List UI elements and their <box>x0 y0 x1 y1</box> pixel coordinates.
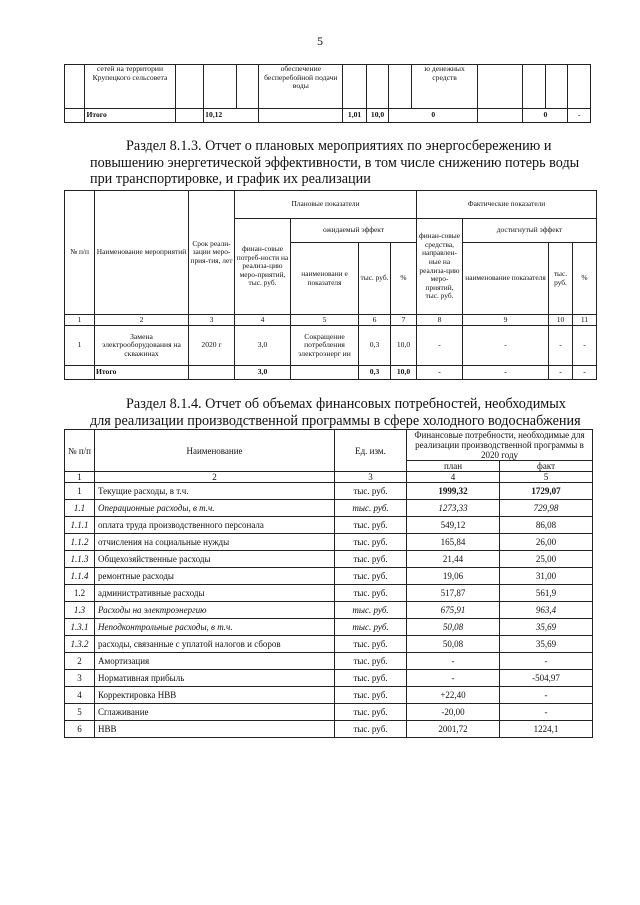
title-line: для реализации производственной программы в сфере холодного водоснабжения <box>90 412 581 429</box>
cell-name: Неподконтрольные расходы, в т.ч. <box>95 619 335 636</box>
cell-plan: 1273,33 <box>407 500 500 517</box>
cell-name: Нормативная прибыль <box>95 670 335 687</box>
cell-plan: -20,00 <box>407 704 500 721</box>
cell-num: 2 <box>65 653 95 670</box>
total-label: Итого <box>95 366 189 380</box>
header-num: № п/п <box>65 191 95 315</box>
cell: ю денежных средств <box>411 65 478 109</box>
cell-name: оплата труда производственного персонала <box>95 517 335 534</box>
cell <box>236 65 259 109</box>
table-row <box>65 721 593 738</box>
table-row <box>65 483 593 500</box>
header-fin-plan: финан-совые потреб-ности на реализа-цию меро-приятий, тыс. руб. <box>235 219 291 315</box>
cell: 10,0 <box>391 366 417 380</box>
col-number: 5 <box>291 315 359 326</box>
title-line: при транспортировке, и график их реализации <box>90 171 371 187</box>
cell-num: 1.1 <box>65 500 95 517</box>
cell <box>366 65 389 109</box>
cell-fact: 25,00 <box>500 551 593 568</box>
table-row <box>65 500 593 517</box>
header-thous-fact: тыс. руб. <box>549 243 573 315</box>
col-number: 4 <box>235 315 291 326</box>
cell-fact: 35,69 <box>500 636 593 653</box>
col-number: 7 <box>391 315 417 326</box>
cell-plan: 19,06 <box>407 568 500 585</box>
table-row <box>65 704 593 721</box>
cell: - <box>573 366 597 380</box>
cell-unit: тыс. руб. <box>335 568 407 585</box>
cell-unit: тыс. руб. <box>335 619 407 636</box>
table-row <box>65 326 597 366</box>
cell: 0,3 <box>359 366 391 380</box>
cell: 1 <box>65 326 95 366</box>
col-number: 6 <box>359 315 391 326</box>
table-row <box>65 551 593 568</box>
cell <box>175 109 204 123</box>
cell-plan: 549,12 <box>407 517 500 534</box>
header-indicator: наименовани е показателя <box>291 243 359 315</box>
cell-unit: тыс. руб. <box>335 653 407 670</box>
top-continuation-table <box>64 64 591 123</box>
cell: 3,0 <box>235 326 291 366</box>
cell-plan: - <box>407 670 500 687</box>
cell <box>568 65 591 109</box>
header-unit: Ед. изм. <box>335 430 407 472</box>
cell: - <box>463 366 549 380</box>
cell-name: Общехозяйственные расходы <box>95 551 335 568</box>
column-number-row <box>65 472 593 483</box>
header-plan: план <box>407 461 500 472</box>
table-row <box>65 568 593 585</box>
cell-unit: тыс. руб. <box>335 704 407 721</box>
header-num: № п/п <box>65 430 95 472</box>
col-number: 8 <box>417 315 463 326</box>
cell-num: 6 <box>65 721 95 738</box>
cell: 0 <box>389 109 478 123</box>
cell-fact: -504,97 <box>500 670 593 687</box>
cell-fact: - <box>500 687 593 704</box>
cell: Сокращение потребления электроэнерг ии <box>291 326 359 366</box>
col-number: 4 <box>407 472 500 483</box>
cell <box>259 109 343 123</box>
cell-num: 3 <box>65 670 95 687</box>
cell-num: 1.3.1 <box>65 619 95 636</box>
cell: - <box>549 326 573 366</box>
cell: - <box>568 109 591 123</box>
cell-name: расходы, связанные с уплатой налогов и сборов <box>95 636 335 653</box>
table-row <box>65 602 593 619</box>
cell-num: 1.3 <box>65 602 95 619</box>
header-fin-fact: финан-совые средства, направлен-ные на реализа-цию меро-приятий, тыс. руб. <box>417 219 463 315</box>
table-row <box>65 619 593 636</box>
cell <box>65 65 85 109</box>
cell: 0 <box>523 109 568 123</box>
cell: обеспечение бесперебойной подачи воды <box>259 65 343 109</box>
cell <box>545 65 568 109</box>
cell-fact: 1224,1 <box>500 721 593 738</box>
cell-num: 1.1.1 <box>65 517 95 534</box>
header-name: Наименование мероприятий <box>95 191 189 315</box>
cell <box>204 65 237 109</box>
header-expected: ожидаемый эффект <box>291 219 417 243</box>
header-term: Срок реали-зации меро-прия-тия, лет <box>189 191 235 315</box>
title-line: повышению энергетической эффективности, в том числе снижению потерь воды <box>90 154 580 171</box>
table-row <box>65 517 593 534</box>
cell-fact: 1729,07 <box>500 483 593 500</box>
cell-unit: тыс. руб. <box>335 687 407 704</box>
col-number: 1 <box>65 315 95 326</box>
cell-plan: 50,08 <box>407 636 500 653</box>
col-number: 10 <box>549 315 573 326</box>
cell-fact: 729,98 <box>500 500 593 517</box>
cell: - <box>549 366 573 380</box>
table-row <box>65 653 593 670</box>
col-number: 2 <box>95 315 189 326</box>
col-number: 5 <box>500 472 593 483</box>
financial-needs-table <box>64 429 593 738</box>
cell: 3,0 <box>235 366 291 380</box>
header-achieved: достигнутый эффект <box>463 219 597 243</box>
cell-fact: 561,9 <box>500 585 593 602</box>
table-row <box>65 670 593 687</box>
cell: 1,01 <box>343 109 367 123</box>
cell-num: 1.1.3 <box>65 551 95 568</box>
cell: Замена электрооборудования на скважинах <box>95 326 189 366</box>
section-814-title <box>90 396 595 429</box>
table-row <box>65 636 593 653</box>
cell-plan: 517,87 <box>407 585 500 602</box>
cell-name: Расходы на электроэнергию <box>95 602 335 619</box>
header-name: Наименование <box>95 430 335 472</box>
cell-unit: тыс. руб. <box>335 636 407 653</box>
cell <box>478 65 523 109</box>
cell-name: Корректировка НВВ <box>95 687 335 704</box>
cell <box>523 65 546 109</box>
cell-num: 5 <box>65 704 95 721</box>
cell: - <box>417 366 463 380</box>
cell: 2020 г <box>189 326 235 366</box>
col-number: 3 <box>189 315 235 326</box>
cell: - <box>417 326 463 366</box>
cell-num: 1.1.4 <box>65 568 95 585</box>
cell-unit: тыс. руб. <box>335 500 407 517</box>
cell-unit: тыс. руб. <box>335 517 407 534</box>
header-fact: факт <box>500 461 593 472</box>
cell: сетей на территории Крупецкого сельсовета <box>85 65 175 109</box>
energy-saving-table <box>64 190 597 380</box>
header-pct: % <box>391 243 417 315</box>
total-row <box>65 366 597 380</box>
cell-plan: 1999,32 <box>407 483 500 500</box>
cell: 10,12 <box>204 109 259 123</box>
cell-name: ремонтные расходы <box>95 568 335 585</box>
cell-plan: 2001,72 <box>407 721 500 738</box>
page-number: 5 <box>317 34 323 48</box>
col-number: 3 <box>335 472 407 483</box>
cell-name: отчисления на социальные нужды <box>95 534 335 551</box>
cell: 0,3 <box>359 326 391 366</box>
cell-fact: - <box>500 704 593 721</box>
cell: - <box>463 326 549 366</box>
cell-plan: 165,84 <box>407 534 500 551</box>
title-line: Раздел 8.1.3. Отчет о плановых мероприятиях по энергосбережению и <box>126 138 552 154</box>
cell <box>478 109 523 123</box>
cell-unit: тыс. руб. <box>335 670 407 687</box>
cell-fact: 86,08 <box>500 517 593 534</box>
column-number-row <box>65 315 597 326</box>
header-fin-needs: Финансовые потребности, необходимые для реализации производственной программы в 2020 году <box>407 430 593 461</box>
cell-plan: 50,08 <box>407 619 500 636</box>
col-number: 9 <box>463 315 549 326</box>
cell-plan: 675,91 <box>407 602 500 619</box>
table-row <box>65 585 593 602</box>
cell-unit: тыс. руб. <box>335 721 407 738</box>
cell-unit: тыс. руб. <box>335 483 407 500</box>
header-indicator-fact: наименование показателя <box>463 243 549 315</box>
cell-num: 1.3.2 <box>65 636 95 653</box>
cell <box>343 65 367 109</box>
cell-name: Сглаживание <box>95 704 335 721</box>
cell-num: 1.1.2 <box>65 534 95 551</box>
cell <box>389 65 412 109</box>
cell-name: НВВ <box>95 721 335 738</box>
cell-plan: +22,40 <box>407 687 500 704</box>
header-planned: Плановые показатели <box>235 191 417 219</box>
table-row <box>65 109 591 123</box>
cell <box>65 366 95 380</box>
col-number: 2 <box>95 472 335 483</box>
header-thous: тыс. руб. <box>359 243 391 315</box>
cell-fact: 31,00 <box>500 568 593 585</box>
table-row <box>65 534 593 551</box>
cell: 10,0 <box>366 109 389 123</box>
cell-fact: 963,4 <box>500 602 593 619</box>
col-number: 1 <box>65 472 95 483</box>
cell-unit: тыс. руб. <box>335 534 407 551</box>
cell: 10,0 <box>391 326 417 366</box>
cell-name: административные расходы <box>95 585 335 602</box>
cell: - <box>573 326 597 366</box>
cell-fact: 35,69 <box>500 619 593 636</box>
header-pct-fact: % <box>573 243 597 315</box>
cell-name: Амортизация <box>95 653 335 670</box>
section-813-title <box>90 138 595 188</box>
cell-name: Операционные расходы, в т.ч. <box>95 500 335 517</box>
total-label: Итого <box>85 109 175 123</box>
cell-num: 1.2 <box>65 585 95 602</box>
cell <box>175 65 204 109</box>
cell <box>189 366 235 380</box>
col-number: 11 <box>573 315 597 326</box>
cell <box>291 366 359 380</box>
title-line: Раздел 8.1.4. Отчет об объемах финансовых потребностей, необходимых <box>126 396 566 412</box>
table-row <box>65 687 593 704</box>
cell-fact: 26,00 <box>500 534 593 551</box>
header-actual: Фактические показатели <box>417 191 597 219</box>
cell-plan: - <box>407 653 500 670</box>
cell-fact: - <box>500 653 593 670</box>
cell-unit: тыс. руб. <box>335 551 407 568</box>
cell-name: Текущие расходы, в т.ч. <box>95 483 335 500</box>
cell-num: 1 <box>65 483 95 500</box>
cell-num: 4 <box>65 687 95 704</box>
cell-plan: 21,44 <box>407 551 500 568</box>
cell-unit: тыс. руб. <box>335 585 407 602</box>
cell <box>65 109 85 123</box>
cell-unit: тыс. руб. <box>335 602 407 619</box>
